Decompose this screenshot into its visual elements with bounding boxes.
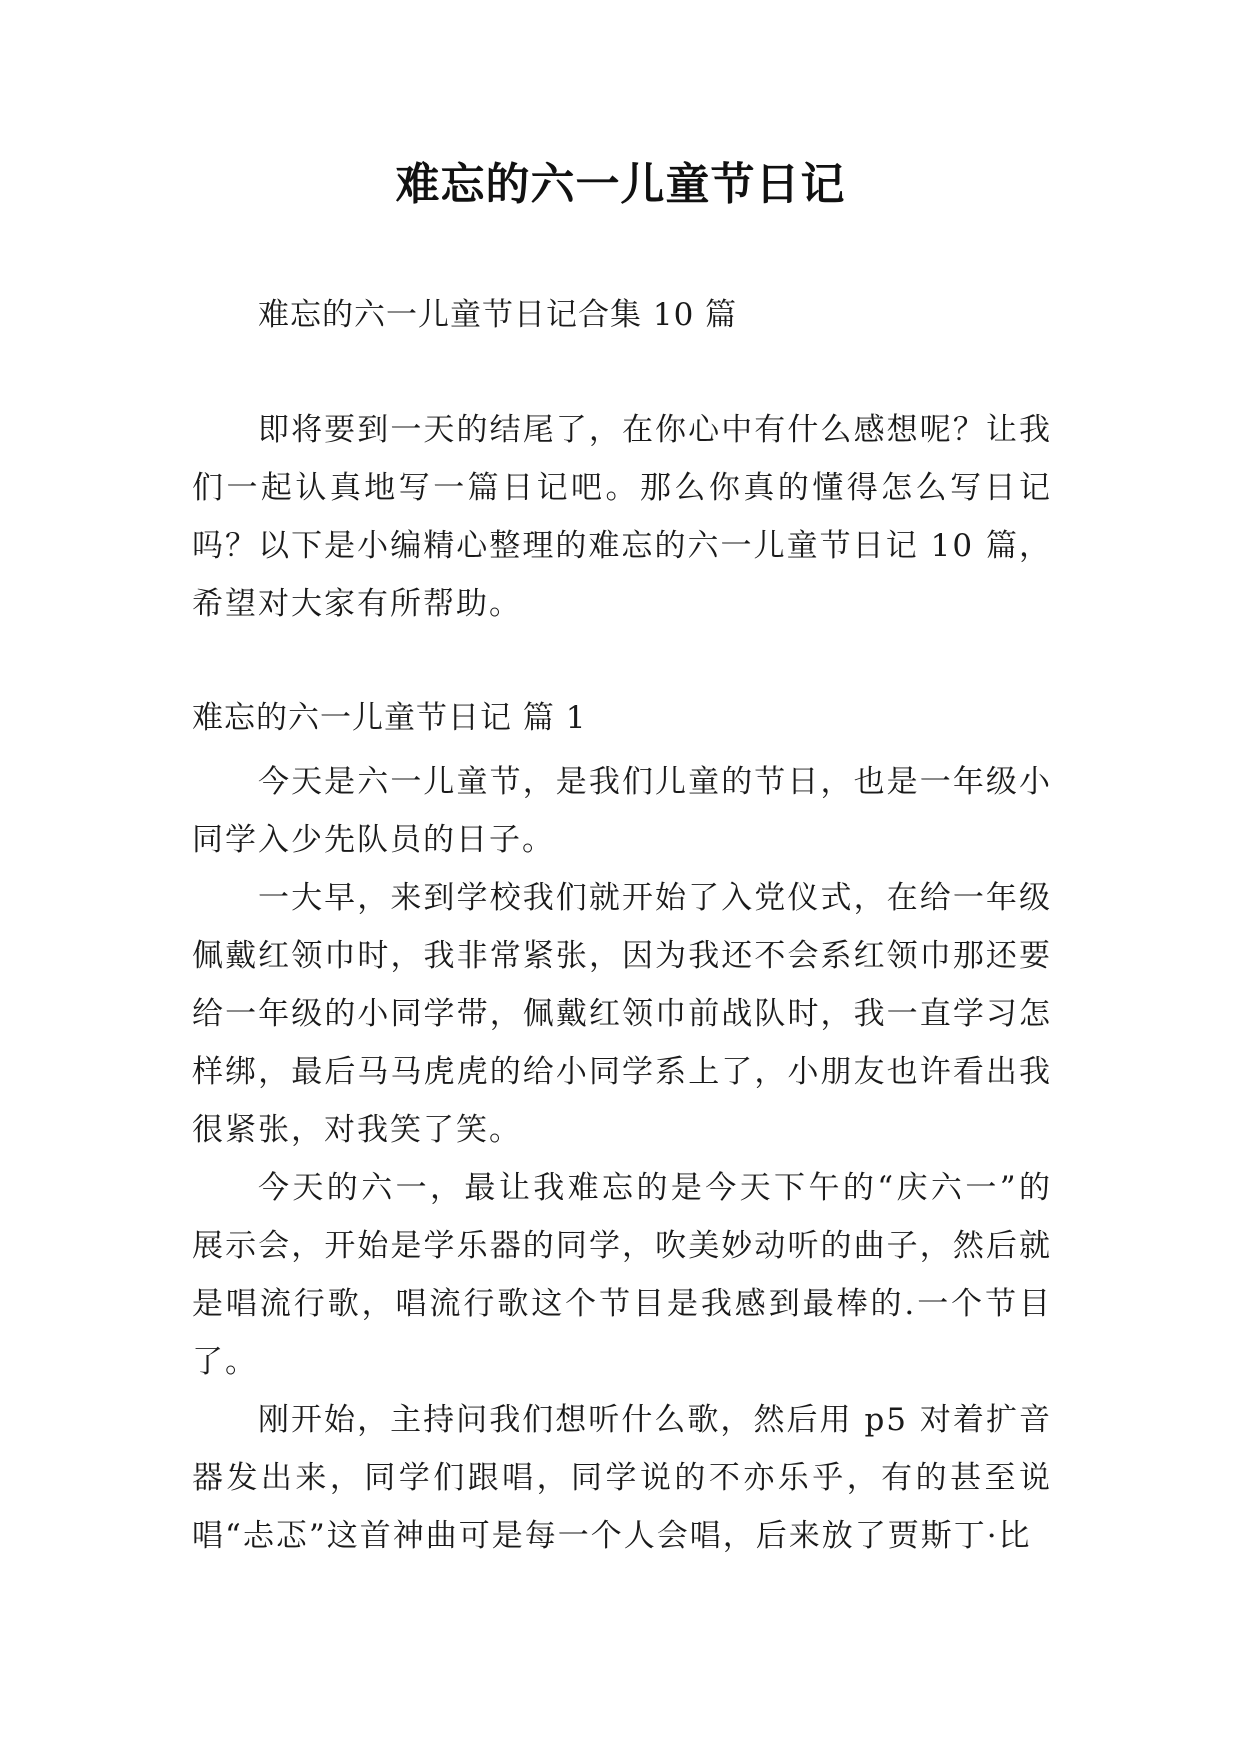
intro-paragraph: 即将要到一天的结尾了，在你心中有什么感想呢？让我们一起认真地写一篇日记吧。那么你真的懂得怎么写日记吗？以下是小编精心整理的难忘的六一儿童节日记 10 篇，希望对大家有所帮助。: [192, 412, 1052, 622]
section-paragraph-3: 今天的六一，最让我难忘的是今天下午的“庆六一”的展示会，开始是学乐器的同学，吹美妙动听的曲子，然后就是唱流行歌，唱流行歌这个节目是我感到最棒的.一个节目了。: [192, 1170, 1052, 1380]
document-title: 难忘的六一儿童节日记: [395, 159, 846, 210]
section-paragraph-1: 今天是六一儿童节，是我们儿童的节日，也是一年级小同学入少先队员的日子。: [192, 764, 1052, 858]
section-paragraph-4: 刚开始，主持问我们想听什么歌，然后用 p5 对着扩音器发出来，同学们跟唱，同学说的不亦乐乎，有的甚至说唱“忐忑”这首神曲可是每一个人会唱，后来放了贾斯丁·比: [192, 1402, 1052, 1554]
section-heading: 难忘的六一儿童节日记 篇 1: [192, 700, 587, 736]
document-subtitle: 难忘的六一儿童节日记合集 10 篇: [258, 297, 738, 333]
section-body: [192, 753, 1052, 1565]
section-paragraph-2: 一大早，来到学校我们就开始了入党仪式，在给一年级佩戴红领巾时，我非常紧张，因为我还不会系红领巾那还要给一年级的小同学带，佩戴红领巾前战队时，我一直学习怎样绑，最后马马虎虎的给小同学系上了，小朋友也许看出我很紧张，对我笑了笑。: [192, 880, 1052, 1148]
